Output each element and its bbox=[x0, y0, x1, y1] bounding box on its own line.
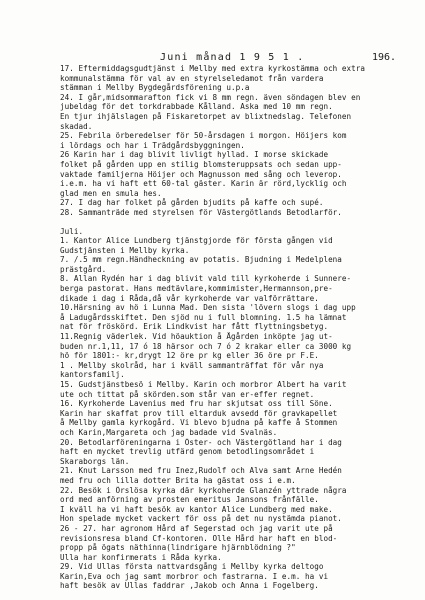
diary-line: prästgård. bbox=[60, 264, 107, 274]
diary-line: stämman i Mellby Bygdegårdsförening u.p.a bbox=[60, 83, 250, 93]
diary-line: 10.Härsning av hö i Lunna Mad. Den sista 'lövern slogs i dag upp bbox=[60, 303, 356, 313]
section-heading-july: Juli. bbox=[60, 226, 84, 236]
diary-line: Hon spelade mycket vackert för oss på det nu nystämda pianot. bbox=[60, 514, 342, 524]
diary-line: med fru och lilla dotter Brita ha gästat oss i e.m. bbox=[60, 475, 296, 485]
diary-line: buden nr.1,11, 17 ó 18 härsor och 7 ó 2 krakar eller ca 3000 kg bbox=[60, 341, 352, 351]
diary-line: skadad. bbox=[60, 121, 93, 131]
diary-line: kantorsfamilj. bbox=[60, 370, 125, 380]
diary-line: å Mellby gamla kyrkogård. Vi blevo bjudna på kaffe å Stommen bbox=[60, 418, 338, 428]
diary-line: 29. Vid Ullas första nattvardsgång i Mellby kyrka deltogo bbox=[60, 562, 324, 572]
diary-line: och Karin,Margareta och jag badade vid Svalnäs. bbox=[60, 427, 278, 437]
diary-body bbox=[60, 64, 420, 591]
diary-line: vaktade familjerna Höijer och Magnusson med sång och leverop. bbox=[60, 169, 342, 179]
diary-line: jubeldag för det torkdrabbade Kålland. Aska med 10 mm regn. bbox=[60, 102, 333, 112]
june-entries bbox=[60, 64, 420, 218]
diary-line: 26 Karin har i dag blivit livligt hyllad. I morse skickade bbox=[60, 150, 329, 160]
diary-line: i lördags och har i Trädgårdsbyggningen. bbox=[60, 140, 245, 150]
diary-line: hö för 1801:- kr,drygt 12 öre pr kg eller 36 öre pr F.E. bbox=[60, 351, 319, 361]
diary-line: ute och tittat på skörden.som står van er-effer regnet. bbox=[60, 389, 315, 399]
diary-line: revisionsresa bland Cf-kontoren. Olle Hård har haft en blod- bbox=[60, 533, 338, 543]
diary-line: i.e.m. ha vi haft ett 60-tal gäster. Karin är rörd,lycklig och bbox=[60, 179, 347, 189]
diary-line: 24. I går,midsommarafton fick vi 8 mm regn. även söndagen blev en bbox=[60, 92, 361, 102]
diary-line: 7. /.5 mm regn.Händheckning av potatis. Bjudning i Medelplena bbox=[60, 255, 342, 265]
diary-line: å Ladugårdsskiftet. Den sjöd nu i full blomning. 1.5 ha lämnat bbox=[60, 312, 347, 322]
diary-line: ord med anförning av prosten emeritus Jansons frånfälle. bbox=[60, 495, 319, 505]
diary-line: Skaraborgs län. bbox=[60, 456, 130, 466]
diary-line: 20. Betodlarföreningarna i Öster- och Västergötland har i dag bbox=[60, 437, 342, 447]
diary-line: kommunalstämma för val av en styrelseledamot från vardera bbox=[60, 73, 324, 83]
diary-line: Gudstjänsten i Mellby kyrka. bbox=[60, 245, 190, 255]
diary-line: 15. Gudstjänstbesö i Mellby. Karin och morbror Albert ha varit bbox=[60, 380, 347, 389]
page-header bbox=[0, 52, 425, 64]
diary-line: haft besök av Ullas faddrar ,Jakob och Anna i Fogelberg. bbox=[60, 581, 319, 591]
diary-line: haft en mycket trevlig utfärd genom betodlingsområdet i bbox=[60, 447, 315, 457]
diary-line: berga pastorat. Hans medtävlare,kommimister,Hermannson,pre- bbox=[60, 284, 333, 294]
diary-line: 1 . Mellby skolråd, har i kväll sammanträffat för vår nya bbox=[60, 360, 324, 370]
diary-line: 27. I dag har folket på gården bjudits på kaffe och supé. bbox=[60, 198, 324, 208]
page-title: Juni månad 1 9 5 1 . bbox=[160, 52, 305, 63]
diary-line: 28. Sammanträde med styrelsen för Västergötlands Betodlarför. bbox=[60, 207, 342, 217]
july-entries bbox=[60, 236, 420, 591]
diary-line: folket på gården upp en stilig blomsteruppsats och sedan upp- bbox=[60, 159, 342, 169]
diary-line: glad men en smula hes. bbox=[60, 188, 162, 198]
diary-line: Karin har skaffat prov till eltarduk avsedd för gravkapellet bbox=[60, 408, 338, 418]
page-number: 196. bbox=[372, 52, 397, 63]
diary-line: 25. Febrila örberedelser för 50-årsdagen i morgon. Höijers kom bbox=[60, 131, 347, 141]
diary-line: 22. Besök i Örslösa kyrka där kyrkoherde Glanzén yttrade några bbox=[60, 485, 347, 495]
diary-line: I kväll ha vi haft besök av kantor Alice Lundberg med make. bbox=[60, 504, 333, 514]
diary-line: Ulla har konfirmerats i Råda kyrka. bbox=[60, 552, 222, 562]
diary-line: nat för fröskörd. Erik Lindkvist har fått flyttningsbetyg. bbox=[60, 322, 329, 332]
diary-line: 1. Kantor Alice Lundberg tjänstgjorde för första gången vid bbox=[60, 236, 333, 246]
diary-line: propp på ögats näthinna(lindrigare hjärnblödning ?" bbox=[60, 543, 296, 553]
diary-line: 26 - 27. har agronom Hård af Segerstad och jag varit ute på bbox=[60, 523, 333, 533]
diary-line: 16. Kyrkoherde Lavenius med fru har skjutsat oss till Söne. bbox=[60, 399, 333, 409]
diary-line: 17. Eftermiddagsgudtjänst i Mellby med extra kyrkostämma och extra bbox=[60, 64, 366, 73]
diary-line: 21. Knut Larsson med fru Inez,Rudolf och Alva samt Arne Hedén bbox=[60, 466, 342, 476]
diary-line: Karin,Eva och jag samt morbror och fastrarna. I e.m. ha vi bbox=[60, 571, 329, 581]
diary-line: En tjur ihjälslagen på Fiskaretorpet av blixtnedslag. Telefonen bbox=[60, 111, 352, 121]
diary-line: 11.Regnig väderlek. Vid höauktion å Ågården inköpte jag ut- bbox=[60, 332, 333, 342]
diary-line: 8. Allan Rydén har i dag blivit vald till kyrkoherde i Sunnere- bbox=[60, 274, 352, 284]
diary-line: dikade i dag i Råda,då vår kyrkoherde var valförrättare. bbox=[60, 293, 319, 303]
